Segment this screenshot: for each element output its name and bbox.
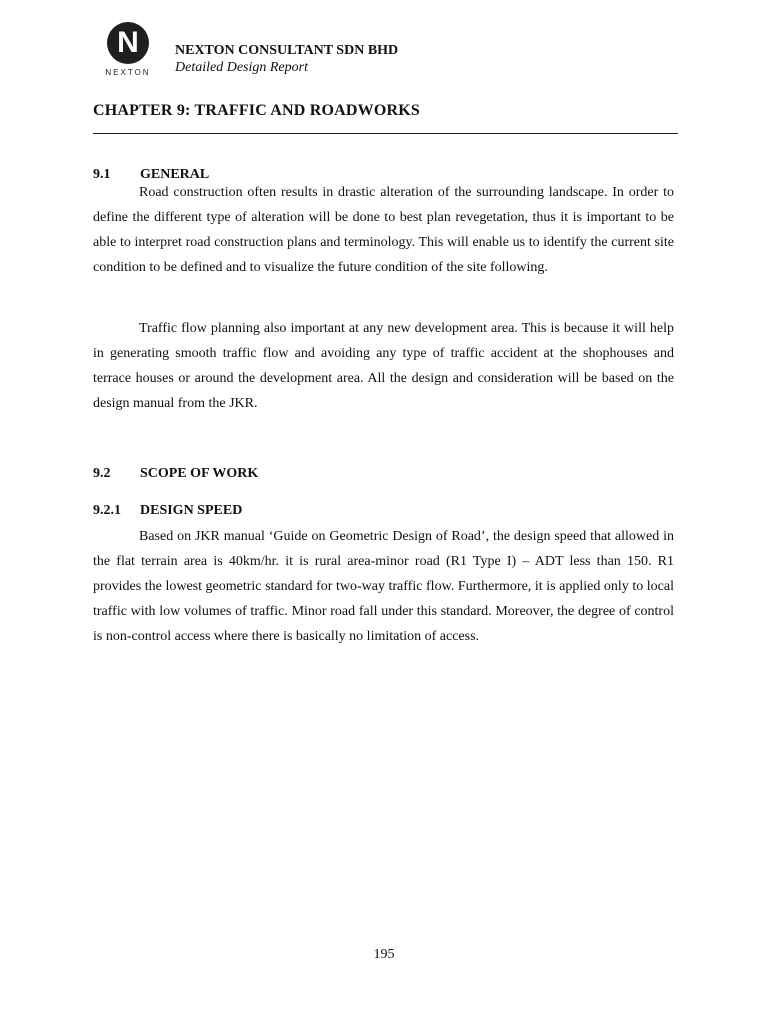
logo-letter: N (117, 26, 139, 59)
section-title: DESIGN SPEED (140, 503, 243, 518)
paragraph-text: Traffic flow planning also important at any new development area. This is because it will help in generating smooth traffic flow and avoiding any type of traffic accident at the shophouses and terrace houses or around the development area. All the design and consideration will be based on the design manual from the JKR. (93, 321, 674, 411)
page-number: 195 (373, 947, 395, 962)
header-divider (93, 133, 678, 134)
section-heading-design-speed (93, 503, 242, 519)
design-speed-paragraph (93, 524, 674, 649)
section-number: 9.2 (93, 466, 111, 481)
company-name: NEXTON CONSULTANT SDN BHD (175, 43, 399, 58)
general-paragraph-2 (93, 316, 674, 416)
general-paragraph-1 (93, 180, 674, 280)
company-logo (97, 22, 159, 80)
logo-wordmark: NEXTON (105, 68, 151, 77)
logo-emblem (107, 22, 149, 64)
section-number: 9.1 (93, 167, 111, 182)
section-number: 9.2.1 (93, 503, 121, 518)
section-title: SCOPE OF WORK (140, 466, 259, 481)
chapter-title: CHAPTER 9: TRAFFIC AND ROADWORKS (93, 102, 421, 119)
section-heading-scope (93, 466, 258, 482)
paragraph-text: Road construction often results in drastic alteration of the surrounding landscape. In order to define the different type of alteration will be done to best plan revegetation, thus it is important to be able to interpret road construction plans and terminology. This will enable us to identify the current site condition to be defined and to visualize the future condition of the site following. (93, 185, 674, 275)
section-title: GENERAL (140, 167, 210, 182)
report-subtitle: Detailed Design Report (175, 60, 308, 75)
paragraph-text: Based on JKR manual ‘Guide on Geometric Design of Road’, the design speed that allowed in the flat terrain area is 40km/hr. it is rural area-minor road (R1 Type I) – ADT less than 150. R1 provides the lowest geometric standard for two-way traffic flow. Furthermore, it is applied only to local traffic with low volumes of traffic. Minor road fall under this standard. Moreover, the degree of control is non-control access where there is basically no limitation of access. (93, 529, 674, 644)
